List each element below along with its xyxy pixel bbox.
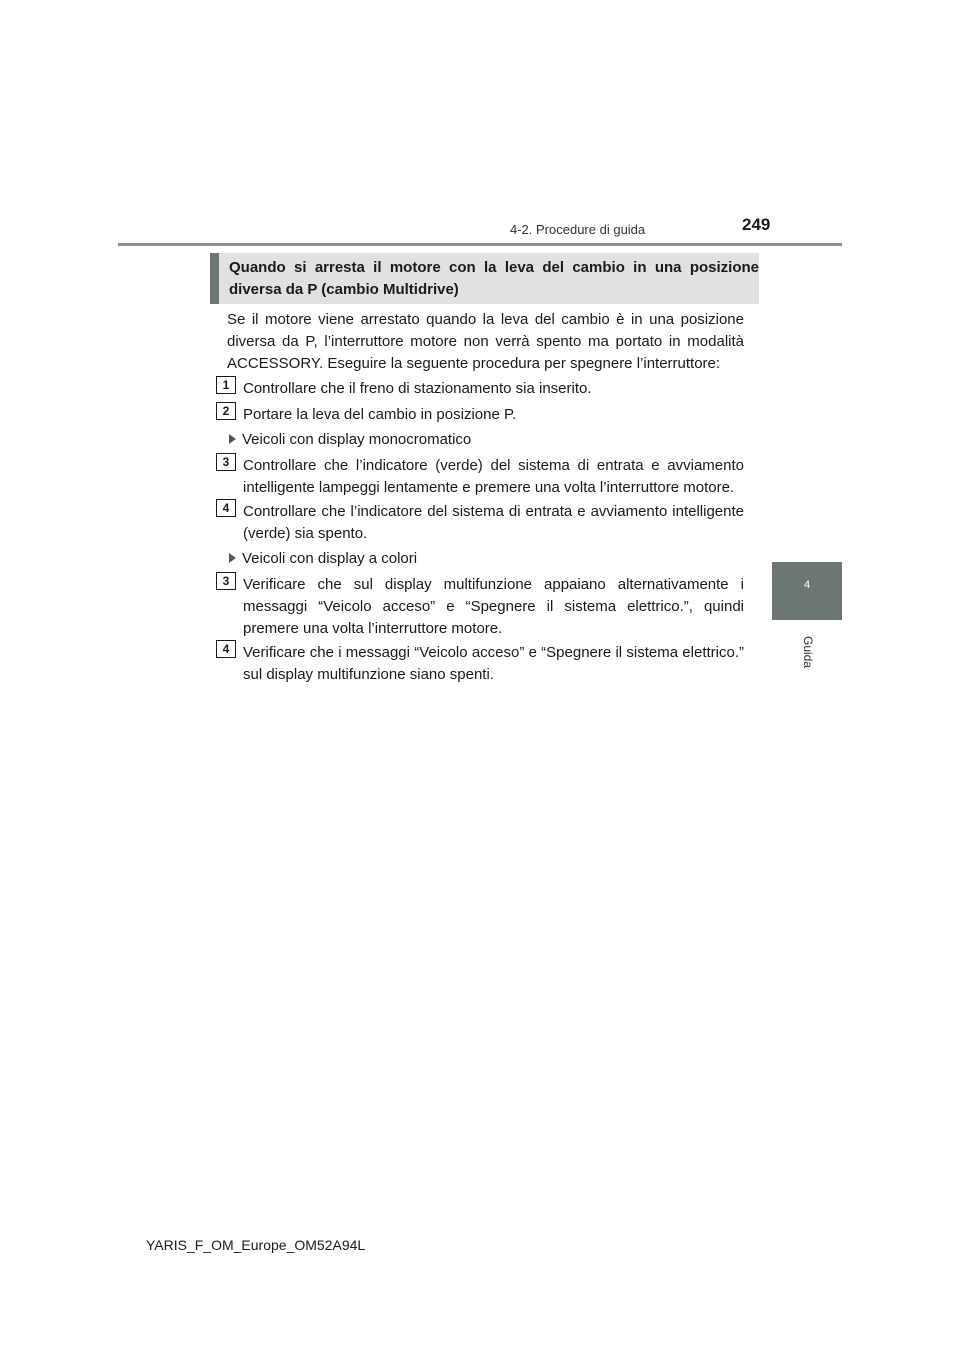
variant-heading-color — [227, 548, 744, 570]
intro-paragraph: Se il motore viene arrestato quando la leva del cambio è in una posizione diversa da P, l’interruttore motore non verrà spento ma portato in modalità ACCESSORY. Eseguire la seguente procedura per spegnere l’interruttore: — [227, 311, 744, 372]
step-4-monochrome — [216, 499, 744, 545]
variant-label: Veicoli con display monocromatico — [242, 431, 472, 448]
chapter-label — [786, 630, 830, 674]
header-divider — [118, 243, 842, 246]
arrow-bullet-icon — [229, 553, 236, 563]
step-number-badge: 4 — [216, 499, 236, 517]
variant-heading-monochrome — [227, 429, 744, 451]
page-number: 249 — [742, 215, 771, 234]
document-footer-code: YARIS_F_OM_Europe_OM52A94L — [146, 1237, 366, 1253]
step-text: Verificare che i messaggi “Veicolo acceso” e “Spegnere il sistema elettrico.” sul display multifunzione siano spenti. — [243, 644, 744, 683]
step-3-monochrome — [216, 453, 744, 499]
step-2 — [216, 402, 744, 426]
step-1 — [216, 376, 744, 400]
section-title: Quando si arresta il motore con la leva del cambio in una posizione diversa da P (cambio Multidrive) — [210, 253, 759, 304]
step-text: Portare la leva del cambio in posizione P. — [243, 406, 517, 423]
step-text: Controllare che il freno di stazionamento sia inserito. — [243, 380, 592, 397]
step-text: Controllare che l’indicatore del sistema di entrata e avviamento intelligente (verde) sia spento. — [243, 503, 744, 542]
step-number-badge: 3 — [216, 453, 236, 471]
step-text: Verificare che sul display multifunzione appaiano alternativamente i messaggi “Veicolo acceso” e “Spegnere il sistema elettrico.”, quindi premere una volta l’interruttore motore. — [243, 576, 744, 637]
step-4-color — [216, 640, 744, 686]
step-number-badge: 1 — [216, 376, 236, 394]
step-number-badge: 2 — [216, 402, 236, 420]
chapter-tab: 4 — [772, 562, 842, 620]
step-number-badge: 3 — [216, 572, 236, 590]
variant-label: Veicoli con display a colori — [242, 550, 418, 567]
step-text: Controllare che l’indicatore (verde) del sistema di entrata e avviamento intelligente lampeggi lentamente e premere una volta l’interruttore motore. — [243, 457, 744, 496]
step-3-color — [216, 572, 744, 640]
running-header-section: 4-2. Procedure di guida — [510, 222, 646, 237]
arrow-bullet-icon — [229, 434, 236, 444]
step-number-badge: 4 — [216, 640, 236, 658]
chapter-label-text: Guida — [801, 635, 815, 669]
